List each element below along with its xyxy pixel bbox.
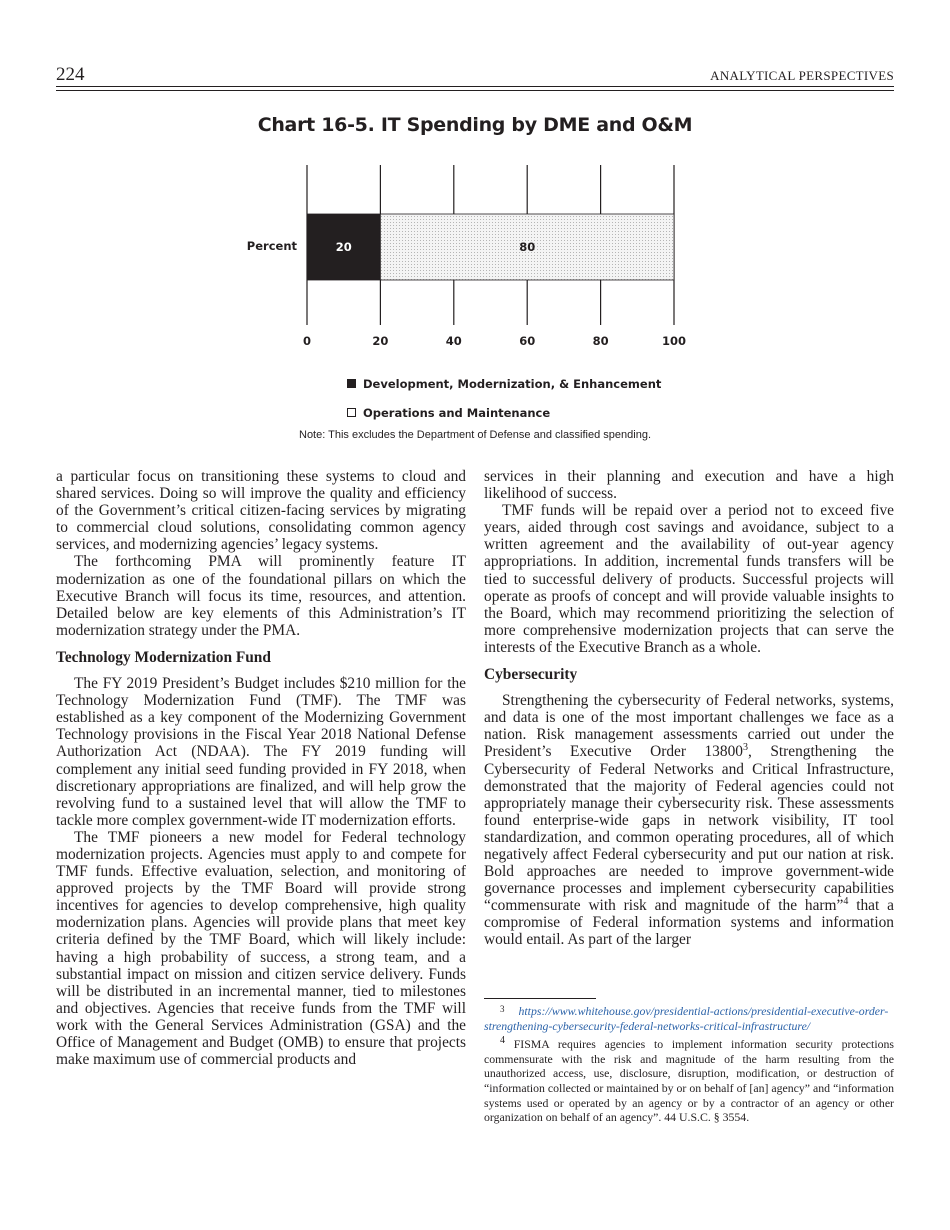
running-head: ANALYTICAL PERSPECTIVES <box>710 68 894 83</box>
footnote-marker-4: 4 <box>500 1035 505 1047</box>
paragraph: services in their planning and execution and have a high likelihood of success. <box>484 468 894 503</box>
legend-swatch-dme <box>347 379 356 388</box>
text-run: that a compromise of Federal information systems and information would entail. As part of the larger <box>484 897 894 949</box>
footnote-link[interactable]: https://www.whitehouse.gov/presidential-actions/presidential-executive-order-strengthening-cybersecurity-federal-networks-critical-infrastructure/ <box>484 1004 889 1033</box>
legend-item-om <box>347 406 550 420</box>
footnote-text: FISMA requires agencies to implement information security protections commensurate with the risk and magnitude of the harm resulting from the unauthorized access, use, disclosure, disruption, modification, or destruction of “information collected or maintained by or on behalf of [an] agency” and “information systems used or operated by an agency or by a contractor of an agency or other organization on behalf of an agency”. 44 U.S.C. § 3554. <box>484 1037 894 1125</box>
legend-item-dme <box>347 377 661 391</box>
x-tick-label: 0 <box>302 334 312 348</box>
x-tick-label: 60 <box>519 334 536 348</box>
footnote-marker-3: 3 <box>500 1004 505 1014</box>
footnote-4 <box>484 1037 894 1125</box>
paragraph: TMF funds will be repaid over a period not to exceed five years, aided through cost savings and avoidance, subject to a written agreement and the availability of out-year agency appropriations. In addition, incremental funds transfers will be tied to successful delivery of products. Successful projects will operate as proofs of concept and will provide valuable insights to the Board, which may recommend prioritizing the selection of more comprehensive modernization projects that can serve the interests of the Executive Branch as a whole. <box>484 502 894 656</box>
chart-title: Chart 16-5. IT Spending by DME and O&M <box>257 114 693 136</box>
x-tick-label: 100 <box>661 334 687 348</box>
paragraph: a particular focus on transitioning these systems to cloud and shared services. Doing so will improve the quality and efficiency of the Government’s critical citizen-facing services by migrating to commercial cloud solutions, consolidating common agency services, and modernizing agencies’ legacy systems. <box>56 468 466 554</box>
legend-swatch-om <box>347 408 356 417</box>
x-tick-label: 20 <box>372 334 389 348</box>
legend-label-dme: Development, Modernization, & Enhancement <box>363 377 662 391</box>
chart-note: Note: This excludes the Department of Defense and classified spending. <box>299 429 651 441</box>
paragraph: The forthcoming PMA will prominently feature IT modernization as one of the foundational pillars on which the Executive Branch will focus its time, resources, and attention. Detailed below are key elements of this Administration’s IT modernization strategy under the PMA. <box>56 553 466 639</box>
x-tick-label: 80 <box>592 334 609 348</box>
chart-plot <box>0 150 950 355</box>
data-label: 80 <box>519 240 536 254</box>
header-rule-thin <box>56 90 894 91</box>
footnote-rule <box>484 998 596 999</box>
x-tick-label: 40 <box>445 334 462 348</box>
paragraph <box>484 692 894 948</box>
data-label: 20 <box>335 240 352 254</box>
text-run: Strengthening the cybersecurity of Federal networks, systems, and data is one of the most important challenges we face as a nation. Risk management assessments carried out under the President’s Executive Order 13800 <box>484 692 894 761</box>
section-heading-cybersecurity: Cybersecurity <box>484 666 578 684</box>
paragraph: The FY 2019 President’s Budget includes $210 million for the Technology Modernization Fund (TMF). The TMF was established as a key component of the Modernizing Government Technology provisions in the Fiscal Year 2018 National Defense Authorization Act (NDAA). The FY 2019 funding will complement any initial seed funding provided in FY 2018, when discretionary appropriations are finalized, and will help grow the revolving fund to a sustained level that will allow the TMF to tackle more complex government-wide IT modernization efforts. <box>56 675 466 829</box>
left-column <box>56 468 466 1068</box>
footnotes <box>484 1002 894 1129</box>
page-number: 224 <box>56 64 85 85</box>
footnote-ref-4[interactable]: 4 <box>843 896 849 908</box>
section-heading-tmf: Technology Modernization Fund <box>56 648 271 666</box>
legend-label-om: Operations and Maintenance <box>363 406 551 420</box>
header-rule-thick <box>56 86 894 87</box>
paragraph: The TMF pioneers a new model for Federal technology modernization projects. Agencies must apply to and compete for TMF funds. Effective evaluation, selection, and monitoring of approved projects by the TMF Board will provide strong incentives for agencies to develop comprehensive, high quality modernization plans. Agencies will provide plans that meet key criteria defined by the TMF Board, which will likely include: having a high probability of success, a strong team, and a substantial impact on mission and citizen service delivery. Funds will be distributed in an incremental manner, tied to milestones and objectives. Agencies that receive funds from the TMF will work with the General Services Administration (GSA) and the Office of Management and Budget (OMB) to ensure that projects make maximum use of commercial products and <box>56 828 466 1069</box>
right-column <box>484 468 894 949</box>
y-category-label: Percent <box>246 239 297 253</box>
footnote-3 <box>484 1002 894 1033</box>
footnote-ref-3[interactable]: 3 <box>742 742 748 754</box>
text-run: , Strengthening the Cybersecurity of Federal Networks and Critical Infrastructure, demonstrated that the majority of Federal agencies could not appropriately manage their cybersecurity risk. These assessments found enterprise-wide gaps in network visibility, IT tool standardization, and common operating procedures, all of which negatively affect Federal cybersecurity and put our nation at risk. Bold approaches are needed to improve government-wide governance processes and implement cybersecurity capabilities “commensurate with risk and magnitude of the harm” <box>484 743 894 915</box>
